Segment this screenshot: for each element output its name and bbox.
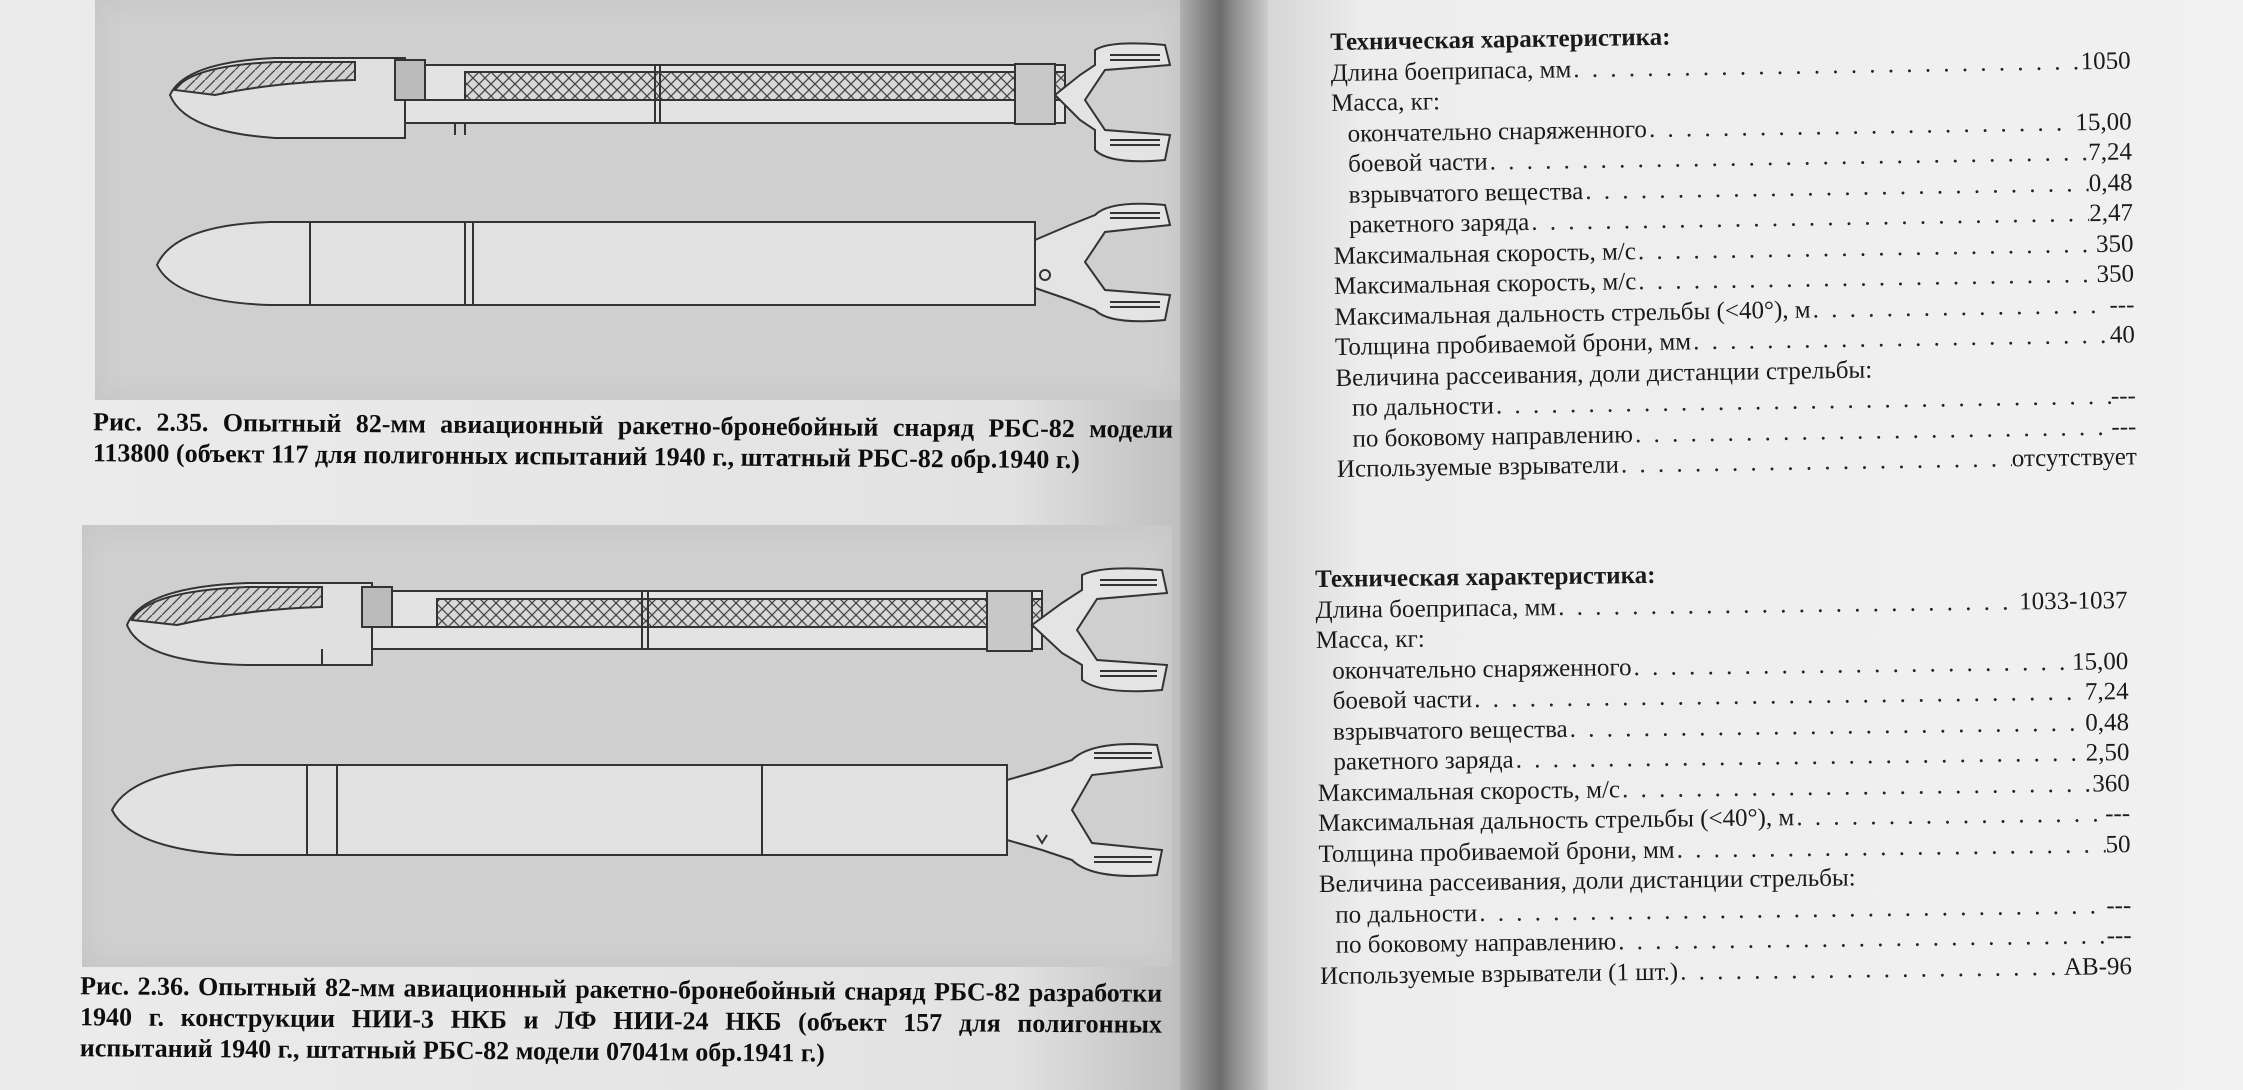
spec-label: по дальности xyxy=(1351,392,1495,422)
spec-label: Используемые взрыватели (1 шт.) xyxy=(1319,958,1679,990)
spec-label: боевой части xyxy=(1332,686,1473,715)
spec-label: боевой части xyxy=(1347,148,1488,178)
spec-rows xyxy=(1315,586,2132,992)
book-gutter xyxy=(1180,0,1270,1090)
spec-label: окончательно снаряженного xyxy=(1347,115,1648,148)
dot-leader xyxy=(1794,799,2105,833)
dot-leader xyxy=(1810,290,2109,325)
spec-label: Максимальная скорость, м/с xyxy=(1333,268,1637,300)
spec-label: Используемые взрыватели xyxy=(1336,451,1620,483)
spec-title: Техническая характеристика: xyxy=(1330,23,1671,56)
spec-value: 15,00 xyxy=(2071,647,2129,676)
spec-table xyxy=(1315,555,2132,992)
rocket-drawing-svg xyxy=(82,525,1172,967)
spec-label: Длина боеприпаса, мм xyxy=(1315,593,1557,624)
dot-leader xyxy=(1674,830,2105,866)
spec-label: по боковому направлению xyxy=(1335,928,1617,959)
spec-label: по дальности xyxy=(1335,899,1478,929)
spec-value: 360 xyxy=(2092,769,2130,798)
spec-label: Максимальная дальность стрельбы (<40°), м xyxy=(1334,295,1811,331)
spec-label: Толщина пробиваемой брони, мм xyxy=(1318,836,1675,868)
spec-value: 50 xyxy=(2105,830,2131,858)
spec-value: отсутствует xyxy=(2011,443,2138,473)
spec-value: 7,24 xyxy=(2088,138,2133,167)
spec-label: Величина рассеивания, доли дистанции стрельбы: xyxy=(1335,356,1873,392)
spec-value: --- xyxy=(2106,922,2132,950)
spec-value: 40 xyxy=(2109,321,2136,349)
spec-table xyxy=(1330,15,2137,485)
dot-leader xyxy=(1556,587,2019,623)
spec-value: 2,50 xyxy=(2085,739,2130,767)
spec-label: взрывчатого вещества xyxy=(1332,715,1568,746)
spec-value: 15,00 xyxy=(2075,107,2132,136)
rocket-section-view xyxy=(127,568,1167,691)
figure-2-35-drawing xyxy=(95,0,1180,400)
spec-label: Длина боеприпаса, мм xyxy=(1330,55,1572,87)
rocket-outline-view xyxy=(157,204,1170,322)
spec-value: 0,48 xyxy=(2085,708,2130,737)
spec-label: ракетного заряда xyxy=(1333,746,1514,776)
spec-label: окончательно снаряженного xyxy=(1332,653,1632,685)
spec-label: Величина рассеивания, доли дистанции стрельбы: xyxy=(1318,864,1856,898)
spec-value: АВ-96 xyxy=(2063,952,2133,981)
spec-value: --- xyxy=(2109,290,2135,319)
spec-label: Масса, кг: xyxy=(1315,625,1425,654)
spec-value: --- xyxy=(2111,412,2137,441)
spec-value: 1050 xyxy=(2080,46,2131,75)
spec-rows xyxy=(1330,46,2137,486)
spec-label: Максимальная скорость, м/с xyxy=(1333,237,1637,270)
spec-value: --- xyxy=(2110,382,2137,410)
spec-label: ракетного заряда xyxy=(1348,208,1530,239)
spec-value: 350 xyxy=(2095,229,2134,258)
spec-value: 1033-1037 xyxy=(2019,586,2128,615)
figure-2-36-drawing xyxy=(82,525,1172,967)
spec-value: --- xyxy=(2104,800,2131,828)
spec-value: 7,24 xyxy=(2084,678,2129,706)
spec-value: 2,47 xyxy=(2089,199,2134,228)
spec-label: по боковому направлению xyxy=(1352,420,1634,453)
dot-leader xyxy=(1619,444,2012,481)
spec-label: взрывчатого вещества xyxy=(1348,177,1584,209)
spec-label: Максимальная скорость, м/с xyxy=(1317,775,1621,807)
rocket-drawing-svg xyxy=(95,0,1180,400)
spec-label: Максимальная дальность стрельбы (<40°), м xyxy=(1317,804,1795,837)
spec-label: Масса, кг: xyxy=(1330,88,1441,117)
figure-caption: Рис. 2.36. Опытный 82-мм авиационный ракетно-бронебойный снаряд РБС-82 разработки 1940 г. конструкции НИИ-3 НКБ и ЛФ НИИ-24 НКБ (объект 157 для полигонных испытаний 1940 г., штатный РБС-82 модели 07041м обр.1941 г.) xyxy=(79,971,1163,1068)
rocket-outline-view xyxy=(112,744,1162,876)
spec-value: --- xyxy=(2106,891,2132,919)
spec-value: 350 xyxy=(2096,260,2135,288)
spec-value: 0,48 xyxy=(2088,168,2133,197)
figure-caption: Рис. 2.35. Опытный 82-мм авиационный ракетно-бронебойный снаряд РБС-82 модели 113800 (объект 117 для полигонных испытаний 1940 г., штатный РБС-82 обр.1940 г.) xyxy=(92,407,1174,475)
rocket-section-view xyxy=(170,43,1170,161)
spec-label: Толщина пробиваемой брони, мм xyxy=(1334,328,1692,361)
dot-leader xyxy=(1678,952,2064,987)
spec-title: Техническая характеристика: xyxy=(1315,561,1656,593)
